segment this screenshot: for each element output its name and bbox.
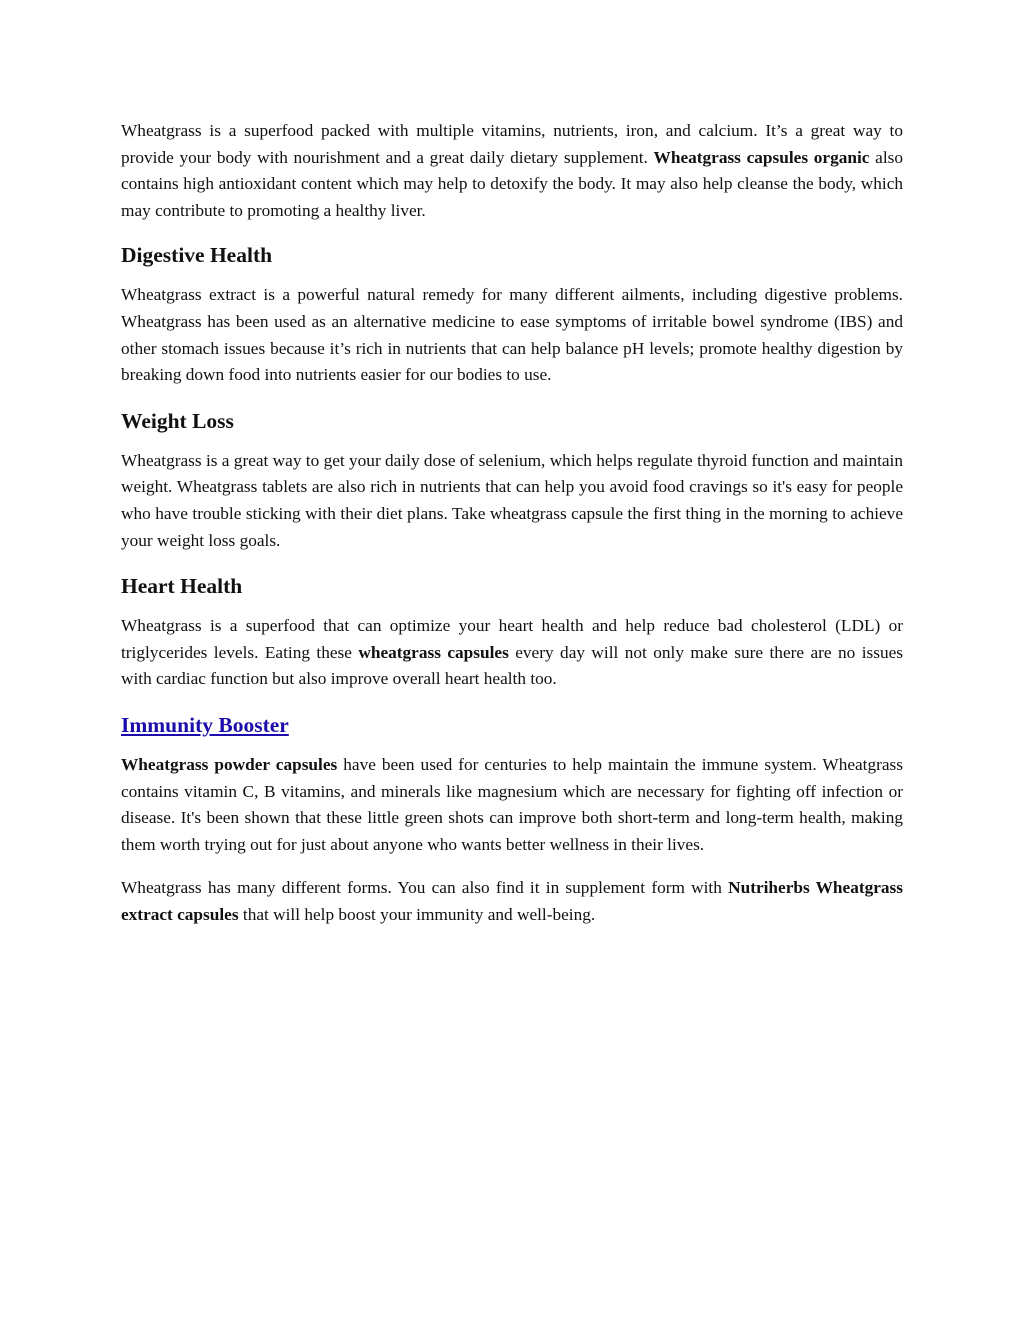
closing-text-1: Wheatgrass has many different forms. You can also find it in supplement form with [121, 878, 729, 898]
immunity-bold-product: Wheatgrass powder capsules [121, 754, 338, 774]
immunity-booster-paragraph [121, 752, 903, 858]
closing-paragraph [121, 875, 903, 928]
intro-text-2: also contains high antioxidant content which may help to detoxify the body. It may also help cleanse the body, which may contribute to promoting a healthy liver. [121, 147, 903, 220]
heart-health-heading: Heart Health [121, 574, 243, 599]
heart-text-2: every day will not only make sure there are no issues with cardiac function but also improve overall heart health too. [121, 642, 903, 689]
intro-paragraph [121, 118, 903, 224]
heart-text-1: Wheatgrass is a superfood that can optimize your heart health and help reduce bad cholesterol (LDL) or triglycerides levels. Eating these [121, 616, 903, 662]
immunity-text-1: have been used for centuries to help maintain the immune system. Wheatgrass contains vitamin C, B vitamins, and minerals like magnesium which are necessary for fighting off infection or disease. It's been shown that these little green shots can improve both short-term and long-term health, making them worth trying out for just about anyone who wants better wellness in their lives. [121, 754, 903, 854]
intro-text-1: Wheatgrass is a superfood packed with multiple vitamins, nutrients, iron, and calcium. It’s a great way to provide your body with nourishment and a great daily dietary supplement. [121, 121, 903, 167]
digestive-health-heading: Digestive Health [121, 243, 273, 268]
weight-loss-paragraph: Wheatgrass is a great way to get your daily dose of selenium, which helps regulate thyroid function and maintain weight. Wheatgrass tablets are also rich in nutrients that can help you avoid food cravings so it's easy for people who have trouble sticking with their diet plans. Take wheatgrass capsule the first thing in the morning to achieve your weight loss goals. [121, 450, 903, 550]
immunity-booster-link[interactable]: Immunity Booster [121, 712, 289, 737]
intro-bold-product: Wheatgrass capsules organic [653, 147, 870, 167]
closing-text-2: that will help boost your immunity and well-being. [238, 904, 596, 924]
weight-loss-heading: Weight Loss [121, 408, 234, 433]
document-page [121, 118, 903, 945]
closing-bold-product: Nutriherbs Wheatgrass extract capsules [121, 878, 903, 924]
heart-bold-product: wheatgrass capsules [358, 642, 509, 662]
digestive-health-paragraph: Wheatgrass extract is a powerful natural remedy for many different ailments, including digestive problems. Wheatgrass has been used as an alternative medicine to ease symptoms of irritable bowel syndrome (IBS) and other stomach issues because it’s rich in nutrients that can help balance pH levels; promote healthy digestion by breaking down food into nutrients easier for our bodies to use. [121, 285, 903, 385]
immunity-booster-heading [121, 710, 903, 740]
heart-health-paragraph [121, 613, 903, 693]
